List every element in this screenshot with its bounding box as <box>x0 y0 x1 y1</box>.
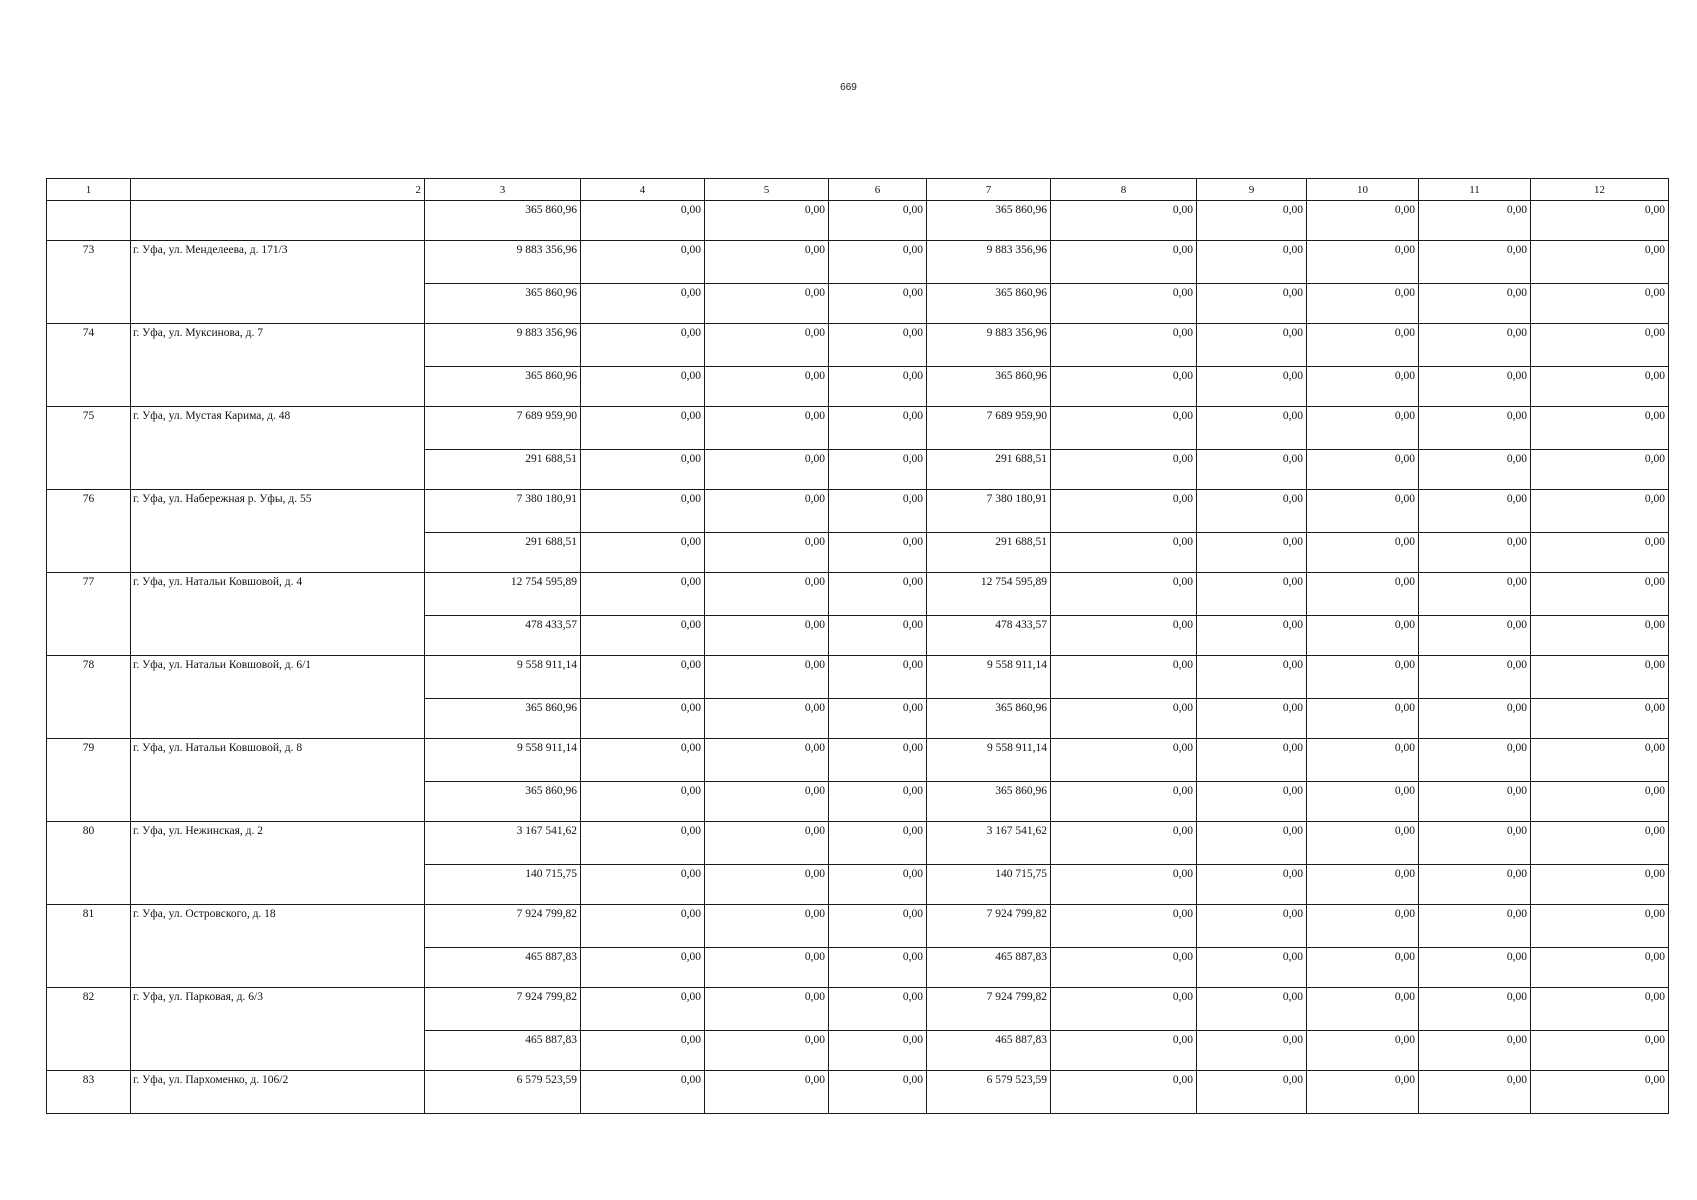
amount-cell: 0,00 <box>1531 367 1669 407</box>
amount-cell: 478 433,57 <box>425 616 581 656</box>
amount-cell: 0,00 <box>1531 656 1669 699</box>
amount-cell: 0,00 <box>1531 1071 1669 1114</box>
amount-cell: 0,00 <box>1531 822 1669 865</box>
amount-cell: 0,00 <box>705 1071 829 1114</box>
amount-cell: 0,00 <box>705 988 829 1031</box>
amount-cell: 0,00 <box>1531 201 1669 241</box>
amount-cell: 0,00 <box>1307 988 1419 1031</box>
amount-cell: 0,00 <box>1051 367 1197 407</box>
amount-cell: 0,00 <box>829 656 927 699</box>
amount-cell: 0,00 <box>705 573 829 616</box>
amount-cell: 465 887,83 <box>927 1031 1051 1071</box>
amount-cell: 0,00 <box>1197 699 1307 739</box>
address-cell: г. Уфа, ул. Натальи Ковшовой, д. 4 <box>131 573 425 656</box>
amount-cell: 0,00 <box>1051 699 1197 739</box>
amount-cell: 0,00 <box>829 533 927 573</box>
amount-cell: 0,00 <box>1051 1071 1197 1114</box>
amount-cell: 0,00 <box>705 1031 829 1071</box>
row-number-cell: 80 <box>47 822 131 905</box>
row-number-cell: 74 <box>47 324 131 407</box>
amount-cell: 6 579 523,59 <box>425 1071 581 1114</box>
address-cell: г. Уфа, ул. Мустая Карима, д. 48 <box>131 407 425 490</box>
address-cell: г. Уфа, ул. Муксинова, д. 7 <box>131 324 425 407</box>
amount-cell: 3 167 541,62 <box>927 822 1051 865</box>
page-number: 669 <box>840 82 857 93</box>
row-number-cell: 75 <box>47 407 131 490</box>
amount-cell: 0,00 <box>705 739 829 782</box>
amount-cell: 0,00 <box>1531 699 1669 739</box>
amount-cell: 0,00 <box>1051 1031 1197 1071</box>
column-header: 3 <box>425 179 581 201</box>
table-row <box>47 1071 1669 1114</box>
amount-cell: 0,00 <box>581 905 705 948</box>
amount-cell: 0,00 <box>829 988 927 1031</box>
amount-cell: 365 860,96 <box>425 699 581 739</box>
amount-cell: 0,00 <box>1419 324 1531 367</box>
amount-cell: 0,00 <box>1197 905 1307 948</box>
amount-cell: 0,00 <box>581 490 705 533</box>
amount-cell: 0,00 <box>581 616 705 656</box>
amount-cell: 0,00 <box>581 948 705 988</box>
amount-cell: 0,00 <box>1197 616 1307 656</box>
amount-cell: 12 754 595,89 <box>425 573 581 616</box>
amount-cell: 0,00 <box>581 739 705 782</box>
table-row <box>47 739 1669 782</box>
amount-cell: 0,00 <box>829 822 927 865</box>
amount-cell: 0,00 <box>705 533 829 573</box>
amount-cell: 0,00 <box>1307 699 1419 739</box>
amount-cell: 0,00 <box>1419 490 1531 533</box>
amount-cell: 0,00 <box>1307 616 1419 656</box>
amount-cell: 0,00 <box>1197 865 1307 905</box>
amount-cell: 0,00 <box>1197 324 1307 367</box>
amount-cell: 7 924 799,82 <box>425 905 581 948</box>
amount-cell: 0,00 <box>1531 284 1669 324</box>
amount-cell: 0,00 <box>1531 865 1669 905</box>
amount-cell: 0,00 <box>581 367 705 407</box>
amount-cell: 365 860,96 <box>927 367 1051 407</box>
amount-cell: 0,00 <box>705 782 829 822</box>
amount-cell: 0,00 <box>1419 988 1531 1031</box>
amount-cell: 0,00 <box>829 699 927 739</box>
amount-cell: 0,00 <box>1531 450 1669 490</box>
amount-cell: 0,00 <box>1307 201 1419 241</box>
amount-cell: 0,00 <box>1307 533 1419 573</box>
amount-cell: 0,00 <box>1419 1031 1531 1071</box>
amount-cell: 9 558 911,14 <box>425 656 581 699</box>
amount-cell: 291 688,51 <box>927 450 1051 490</box>
amount-cell: 0,00 <box>581 450 705 490</box>
amount-cell: 365 860,96 <box>425 201 581 241</box>
amount-cell: 0,00 <box>1531 988 1669 1031</box>
amount-cell: 0,00 <box>705 450 829 490</box>
amount-cell: 0,00 <box>829 241 927 284</box>
amount-cell: 0,00 <box>705 201 829 241</box>
column-header: 7 <box>927 179 1051 201</box>
amount-cell: 0,00 <box>1051 450 1197 490</box>
amount-cell: 6 579 523,59 <box>927 1071 1051 1114</box>
amount-cell: 0,00 <box>581 324 705 367</box>
amount-cell: 0,00 <box>1051 782 1197 822</box>
amount-cell: 0,00 <box>829 865 927 905</box>
row-number-cell: 82 <box>47 988 131 1071</box>
amount-cell: 9 883 356,96 <box>425 241 581 284</box>
amount-cell: 9 883 356,96 <box>425 324 581 367</box>
address-cell: г. Уфа, ул. Натальи Ковшовой, д. 8 <box>131 739 425 822</box>
amount-cell: 0,00 <box>829 905 927 948</box>
amount-cell: 12 754 595,89 <box>927 573 1051 616</box>
amount-cell: 0,00 <box>829 324 927 367</box>
amount-cell: 0,00 <box>1197 533 1307 573</box>
amount-cell: 0,00 <box>1419 201 1531 241</box>
table-row <box>47 490 1669 533</box>
amount-cell: 0,00 <box>829 284 927 324</box>
amount-cell: 0,00 <box>1531 616 1669 656</box>
amount-cell: 9 558 911,14 <box>425 739 581 782</box>
amount-cell: 0,00 <box>705 656 829 699</box>
amount-cell: 0,00 <box>829 201 927 241</box>
amount-cell: 140 715,75 <box>927 865 1051 905</box>
amount-cell: 0,00 <box>1051 490 1197 533</box>
amount-cell: 0,00 <box>1051 573 1197 616</box>
amount-cell: 465 887,83 <box>927 948 1051 988</box>
column-header: 1 <box>47 179 131 201</box>
amount-cell: 0,00 <box>1419 782 1531 822</box>
amount-cell: 0,00 <box>705 822 829 865</box>
amount-cell: 0,00 <box>1051 284 1197 324</box>
column-header: 2 <box>131 179 425 201</box>
amount-cell: 0,00 <box>705 490 829 533</box>
row-number-cell: 83 <box>47 1071 131 1114</box>
amount-cell: 3 167 541,62 <box>425 822 581 865</box>
amount-cell: 0,00 <box>1419 905 1531 948</box>
amount-cell: 0,00 <box>1051 948 1197 988</box>
amount-cell: 291 688,51 <box>425 533 581 573</box>
amount-cell: 0,00 <box>1419 367 1531 407</box>
amount-cell: 0,00 <box>1051 822 1197 865</box>
amount-cell: 0,00 <box>581 782 705 822</box>
amount-cell: 0,00 <box>1531 407 1669 450</box>
amount-cell: 0,00 <box>1197 450 1307 490</box>
amount-cell: 0,00 <box>1307 865 1419 905</box>
amount-cell: 0,00 <box>1197 656 1307 699</box>
amount-cell: 365 860,96 <box>927 699 1051 739</box>
address-cell: г. Уфа, ул. Пархоменко, д. 106/2 <box>131 1071 425 1114</box>
amount-cell: 0,00 <box>1307 905 1419 948</box>
amount-cell: 0,00 <box>1307 1071 1419 1114</box>
amount-cell: 0,00 <box>1051 241 1197 284</box>
amount-cell: 0,00 <box>829 616 927 656</box>
column-header: 4 <box>581 179 705 201</box>
amount-cell: 0,00 <box>705 905 829 948</box>
amount-cell: 0,00 <box>1419 241 1531 284</box>
address-cell: г. Уфа, ул. Натальи Ковшовой, д. 6/1 <box>131 656 425 739</box>
amount-cell: 365 860,96 <box>425 367 581 407</box>
amount-cell: 0,00 <box>1419 573 1531 616</box>
amount-cell: 9 558 911,14 <box>927 656 1051 699</box>
amount-cell: 0,00 <box>1307 573 1419 616</box>
amount-cell: 0,00 <box>705 241 829 284</box>
column-header: 9 <box>1197 179 1307 201</box>
column-header: 10 <box>1307 179 1419 201</box>
amount-cell: 0,00 <box>1051 533 1197 573</box>
amount-cell: 365 860,96 <box>425 284 581 324</box>
address-cell: г. Уфа, ул. Островского, д. 18 <box>131 905 425 988</box>
amount-cell: 0,00 <box>1307 490 1419 533</box>
amount-cell: 0,00 <box>1307 656 1419 699</box>
amount-cell: 0,00 <box>1051 324 1197 367</box>
amount-cell: 0,00 <box>1051 201 1197 241</box>
amount-cell: 0,00 <box>705 948 829 988</box>
amount-cell: 0,00 <box>1197 988 1307 1031</box>
amount-cell: 0,00 <box>1307 739 1419 782</box>
amount-cell: 0,00 <box>1531 324 1669 367</box>
amount-cell: 0,00 <box>1051 739 1197 782</box>
column-header: 8 <box>1051 179 1197 201</box>
row-number-cell: 76 <box>47 490 131 573</box>
amount-cell: 465 887,83 <box>425 948 581 988</box>
amount-cell: 0,00 <box>1197 1031 1307 1071</box>
row-number-cell <box>47 201 131 241</box>
amount-cell: 0,00 <box>705 324 829 367</box>
amount-cell: 7 924 799,82 <box>927 905 1051 948</box>
amount-cell: 0,00 <box>1531 573 1669 616</box>
amount-cell: 0,00 <box>1197 573 1307 616</box>
amount-cell: 0,00 <box>829 782 927 822</box>
amount-cell: 478 433,57 <box>927 616 1051 656</box>
amount-cell: 0,00 <box>1197 1071 1307 1114</box>
amount-cell: 0,00 <box>1531 905 1669 948</box>
amount-cell: 7 380 180,91 <box>425 490 581 533</box>
amount-cell: 0,00 <box>581 822 705 865</box>
amount-cell: 0,00 <box>829 573 927 616</box>
row-number-cell: 73 <box>47 241 131 324</box>
amount-cell: 0,00 <box>829 1031 927 1071</box>
address-cell: г. Уфа, ул. Нежинская, д. 2 <box>131 822 425 905</box>
amount-cell: 0,00 <box>581 573 705 616</box>
amount-cell: 0,00 <box>705 616 829 656</box>
amount-cell: 0,00 <box>1197 948 1307 988</box>
amount-cell: 0,00 <box>581 1031 705 1071</box>
amount-cell: 0,00 <box>1197 201 1307 241</box>
amount-cell: 0,00 <box>1307 284 1419 324</box>
amount-cell: 0,00 <box>1419 284 1531 324</box>
amount-cell: 0,00 <box>705 284 829 324</box>
amount-cell: 0,00 <box>1051 988 1197 1031</box>
amount-cell: 0,00 <box>1197 782 1307 822</box>
column-header: 6 <box>829 179 927 201</box>
amount-cell: 7 924 799,82 <box>425 988 581 1031</box>
amount-cell: 365 860,96 <box>927 201 1051 241</box>
amount-cell: 0,00 <box>1051 865 1197 905</box>
table-row <box>47 656 1669 699</box>
address-cell <box>131 201 425 241</box>
amount-cell: 0,00 <box>1051 656 1197 699</box>
amount-cell: 0,00 <box>829 948 927 988</box>
column-header: 12 <box>1531 179 1669 201</box>
row-number-cell: 81 <box>47 905 131 988</box>
amount-cell: 0,00 <box>1051 616 1197 656</box>
amount-cell: 0,00 <box>1419 699 1531 739</box>
amount-cell: 0,00 <box>581 656 705 699</box>
amount-cell: 0,00 <box>829 739 927 782</box>
amount-cell: 0,00 <box>581 407 705 450</box>
amount-cell: 0,00 <box>581 201 705 241</box>
amount-cell: 0,00 <box>1051 905 1197 948</box>
row-number-cell: 79 <box>47 739 131 822</box>
address-cell: г. Уфа, ул. Парковая, д. 6/3 <box>131 988 425 1071</box>
amount-cell: 0,00 <box>1419 407 1531 450</box>
amount-cell: 0,00 <box>1307 324 1419 367</box>
table-row <box>47 573 1669 616</box>
amount-cell: 0,00 <box>1197 407 1307 450</box>
amount-cell: 0,00 <box>1419 822 1531 865</box>
amount-cell: 0,00 <box>1307 450 1419 490</box>
amount-cell: 7 924 799,82 <box>927 988 1051 1031</box>
amount-cell: 0,00 <box>1307 782 1419 822</box>
amount-cell: 0,00 <box>705 367 829 407</box>
amount-cell: 0,00 <box>581 533 705 573</box>
amount-cell: 0,00 <box>1197 739 1307 782</box>
amount-cell: 0,00 <box>1197 367 1307 407</box>
amount-cell: 0,00 <box>1419 865 1531 905</box>
amount-cell: 0,00 <box>829 1071 927 1114</box>
amount-cell: 0,00 <box>829 407 927 450</box>
amount-cell: 0,00 <box>1307 948 1419 988</box>
amount-cell: 0,00 <box>581 241 705 284</box>
amount-cell: 0,00 <box>1197 284 1307 324</box>
amount-cell: 7 689 959,90 <box>425 407 581 450</box>
amount-cell: 0,00 <box>1197 822 1307 865</box>
amount-cell: 0,00 <box>1419 739 1531 782</box>
amount-cell: 0,00 <box>581 865 705 905</box>
amount-cell: 0,00 <box>1531 490 1669 533</box>
amount-cell: 9 883 356,96 <box>927 324 1051 367</box>
table-row <box>47 324 1669 367</box>
amount-cell: 9 883 356,96 <box>927 241 1051 284</box>
amount-cell: 0,00 <box>1531 782 1669 822</box>
column-header: 11 <box>1419 179 1531 201</box>
amount-cell: 0,00 <box>1419 656 1531 699</box>
amount-cell: 0,00 <box>705 407 829 450</box>
amount-cell: 0,00 <box>581 699 705 739</box>
table-body <box>47 201 1669 1114</box>
amount-cell: 9 558 911,14 <box>927 739 1051 782</box>
financing-table-wrapper <box>46 178 1668 1114</box>
financing-table <box>46 178 1669 1114</box>
amount-cell: 0,00 <box>1307 822 1419 865</box>
amount-cell: 0,00 <box>1419 1071 1531 1114</box>
amount-cell: 291 688,51 <box>425 450 581 490</box>
row-number-cell: 78 <box>47 656 131 739</box>
amount-cell: 0,00 <box>1197 490 1307 533</box>
amount-cell: 0,00 <box>1531 739 1669 782</box>
amount-cell: 0,00 <box>581 988 705 1031</box>
amount-cell: 0,00 <box>1307 1031 1419 1071</box>
amount-cell: 0,00 <box>1419 616 1531 656</box>
amount-cell: 0,00 <box>1307 367 1419 407</box>
amount-cell: 0,00 <box>1419 450 1531 490</box>
amount-cell: 0,00 <box>829 490 927 533</box>
table-row <box>47 241 1669 284</box>
amount-cell: 0,00 <box>1531 241 1669 284</box>
table-row <box>47 407 1669 450</box>
amount-cell: 0,00 <box>829 367 927 407</box>
amount-cell: 140 715,75 <box>425 865 581 905</box>
amount-cell: 0,00 <box>1419 533 1531 573</box>
amount-cell: 0,00 <box>705 865 829 905</box>
amount-cell: 0,00 <box>581 1071 705 1114</box>
amount-cell: 0,00 <box>829 450 927 490</box>
column-number-header-row <box>47 179 1669 201</box>
amount-cell: 0,00 <box>1051 407 1197 450</box>
address-cell: г. Уфа, ул. Набережная р. Уфы, д. 55 <box>131 490 425 573</box>
amount-cell: 0,00 <box>1531 948 1669 988</box>
amount-cell: 0,00 <box>1531 533 1669 573</box>
amount-cell: 365 860,96 <box>927 782 1051 822</box>
amount-cell: 0,00 <box>1531 1031 1669 1071</box>
row-number-cell: 77 <box>47 573 131 656</box>
column-header: 5 <box>705 179 829 201</box>
amount-cell: 0,00 <box>1419 948 1531 988</box>
table-row <box>47 988 1669 1031</box>
amount-cell: 0,00 <box>1307 407 1419 450</box>
table-row <box>47 905 1669 948</box>
amount-cell: 365 860,96 <box>927 284 1051 324</box>
table-row <box>47 822 1669 865</box>
amount-cell: 465 887,83 <box>425 1031 581 1071</box>
carry-over-row <box>47 201 1669 241</box>
amount-cell: 0,00 <box>1307 241 1419 284</box>
amount-cell: 291 688,51 <box>927 533 1051 573</box>
address-cell: г. Уфа, ул. Менделеева, д. 171/3 <box>131 241 425 324</box>
amount-cell: 0,00 <box>1197 241 1307 284</box>
amount-cell: 365 860,96 <box>425 782 581 822</box>
amount-cell: 7 380 180,91 <box>927 490 1051 533</box>
amount-cell: 0,00 <box>581 284 705 324</box>
amount-cell: 7 689 959,90 <box>927 407 1051 450</box>
amount-cell: 0,00 <box>705 699 829 739</box>
